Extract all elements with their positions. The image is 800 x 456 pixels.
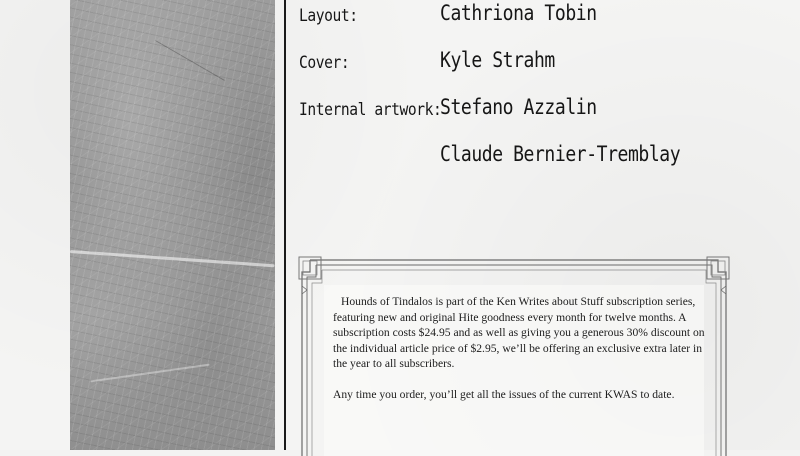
column-divider [284,0,286,450]
credit-label: Cover: [299,53,350,73]
credit-row-layout [299,0,779,30]
credit-value: Claude Bernier-Tremblay [440,142,681,166]
subscription-paragraph: Any time you order, you’ll get all the issues of the current KWAS to date. [333,387,675,401]
credit-value: Cathriona Tobin [440,1,597,25]
credit-label: Layout: [299,6,358,26]
subscription-paragraph: Hounds of Tindalos is part of the Ken Writes about Stuff subscription series, featuring new and original Hite goodness every month for twelve months. A subscription costs $24.95 and as well as giving you a generous 30% discount on the individual article price of $2.95, we’ll be offering an exclusive extra later in the year to all subscribers. [333,295,705,371]
subscription-info-box [298,256,730,456]
subscription-text [333,294,705,418]
credit-row-internal-artwork [299,94,779,124]
credit-row-internal-artwork-2 [299,141,779,171]
credit-value: Kyle Strahm [440,48,555,72]
credit-value: Stefano Azzalin [440,95,597,119]
metal-texture-image [70,0,275,450]
credit-label: Internal artwork: [299,100,442,120]
credit-row-cover [299,47,779,77]
